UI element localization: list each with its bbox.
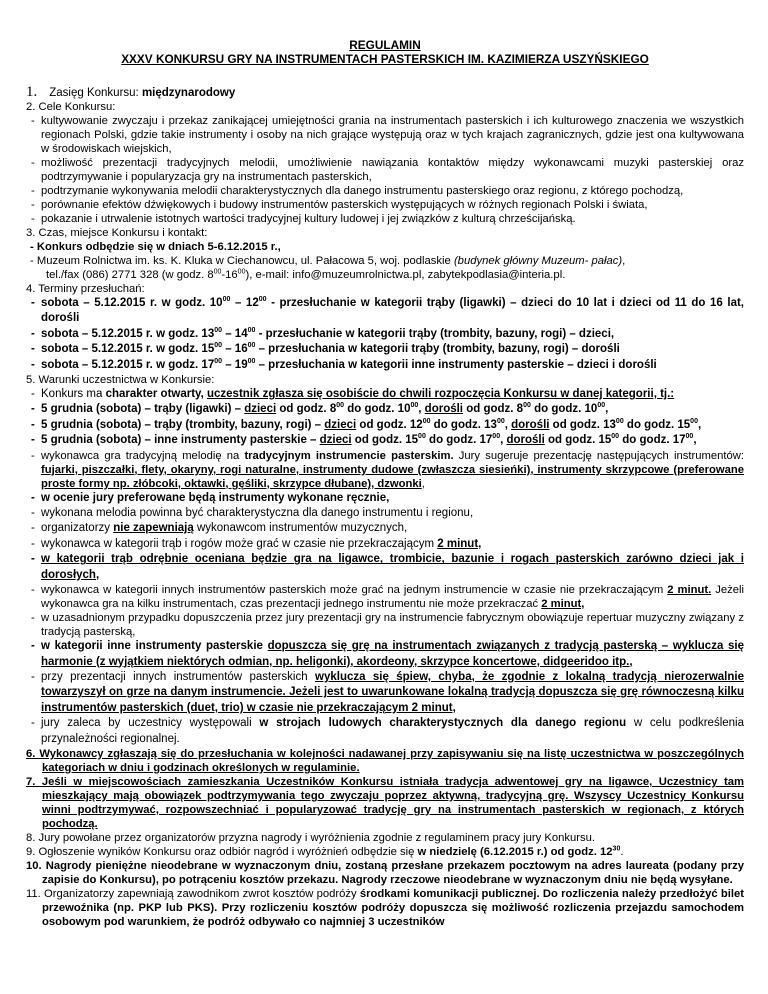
list-item: - wykonana melodia powinna być charakterystyczna dla danego instrumentu i regionu, (26, 506, 744, 521)
section-2-list (26, 114, 744, 226)
list-item: - sobota – 5.12.2015 r. w godz. $17^{00} - 19^{00}$ – przesłuchania w kategorii inne instrumenty pasterskie – dzieci i dorośli (26, 358, 744, 373)
section-5-list (26, 387, 744, 747)
contact-sup: 00 (213, 268, 222, 276)
contact-text: tel./fax (086) 2771 328 (w godz. 8 (46, 269, 214, 281)
section-10: 10. Nagrody pieniężne nieodebrane w wyznaczonym dniu, zostaną przesłane przekazem pocztowym na adres laureata (podany przy zapisie do Konkursu), po potrąceniu kosztów przekazu. Nagrody rzeczowe nieodebrane w wyznaczonym dniu nie będą wysyłane. (26, 859, 744, 886)
document-subtitle: XXXV KONKURSU GRY NA INSTRUMENTACH PASTERSKICH IM. KAZIMIERZA USZYŃSKIEGO (121, 52, 649, 66)
regulations-document (26, 38, 744, 929)
list-item: - w kategorii trąb odrębnie oceniana będzie gra na ligawce, trombicie, bazunie i rogach pasterskich zarówno dzieci jak i dorosłych, (26, 552, 744, 583)
list-item: - w ocenie jury preferowane będą instrumenty wykonane ręcznie, (26, 491, 744, 506)
section-4-list (26, 296, 744, 373)
contact-sup: 00 (237, 268, 246, 276)
section-1 (26, 85, 744, 100)
list-item: - w uzasadnionym przypadku dopuszczenia przez jury prezentacji gry na instrumencie fabrycznym obowiązuje repertuar muzyczny związany z tradycją pasterską, (26, 611, 744, 639)
section-2-heading: 2. Cele Konkursu: (26, 101, 116, 113)
list-item: - Konkurs ma charakter otwarty, uczestnik zgłasza się osobiście do chwili rozpoczęcia Konkursu w danej kategorii, tj.: (26, 387, 744, 402)
section-1-number: 1. (26, 84, 38, 100)
list-item: - jury zaleca by uczestnicy występowali w strojach ludowych charakterystycznych dla danego regionu w celu podkreślenia przynależności regionalnej. (26, 716, 744, 747)
list-item: - w kategorii inne instrumenty pasterskie dopuszcza się grę na instrumentach związanych z tradycją pasterską – wyklucza się harmonie (z wyjątkiem niektórych odmian, np. heligonki), akordeony, skrzypce koncertowe, didgeeridoo itp., (26, 639, 744, 670)
section-3-museum (26, 254, 744, 268)
section-1-label: Zasięg Konkursu: (49, 87, 142, 99)
contact-text: ), e-mail: info@muzeumrolnictwa.pl, zabytekpodlasia@interia.pl. (245, 269, 566, 281)
list-item: - organizatorzy nie zapewniają wykonawcom instrumentów muzycznych, (26, 521, 744, 536)
list-item: - 5 grudnia (sobota) – inne instrumenty pasterskie – dzieci od godz. $15^{00}$ do godz. $17^{00}$, dorośli od godz. $15^{00}$ do godz. $17^{00}$, (26, 433, 744, 448)
list-item: - sobota – 5.12.2015 r. w godz. $10^{00} - 12^{00}$ - przesłuchanie w kategorii trąby (ligawki) – dzieci do 10 lat i dzieci od 11 do 16 lat, dorośli (26, 296, 744, 327)
museum-end: , (622, 255, 626, 267)
list-item: - przy prezentacji innych instrumentów pasterskich wyklucza się śpiew, chyba, że zgodnie z lokalną tradycją nierozerwalnie towarzyszył on grze na danym instrumencie. Jeżeli jest to uwarunkowane lokalną tradycją dopuszcza się grę równoczesną kilku instrumentów pasterskich (duet, trio) w czasie nie przekraczającym 2 minut, (26, 670, 744, 716)
list-item: - 5 grudnia (sobota) – trąby (trombity, bazuny, rogi) – dzieci od godz. $12^{00}$ do godz. $13^{00}$, dorośli od godz. $13^{00}$ do godz. $15^{00}$, (26, 418, 744, 433)
museum-note: (budynek główny Muzeum- pałac) (453, 255, 623, 267)
section-11: 11. Organizatorzy zapewniają zawodnikom zwrot kosztów podróży środkami komunikacji publicznej. Do rozliczenia należy przedłożyć bilet przewoźnika (np. PKP lub PKS). Przy rozliczeniu kosztów podróży dopuszcza się możliwość rozliczenia przejazdu samochodem osobowym pod warunkiem, że podróż odbywało co najmniej 3 uczestników (26, 887, 744, 928)
section-7: 7. Jeśli w miejscowościach zamieszkania Uczestników Konkursu istniała tradycja adwentowej gry na ligawce, Uczestnicy tam mieszkający mają obowiązek podtrzymywania tego zwyczaju poprzez aktywną, tradycyjną grę. Wszyscy Uczestnicy Konkursu winni podtrzymywać, rozpowszechniać i popularyzować tradycję gry na instrumentach pasterskich w regionach, z których pochodzą. (26, 775, 744, 830)
section-1-value: międzynarodowy (141, 87, 236, 99)
list-item: - kultywowanie zwyczaju i przekaz zanikającej umiejętności grania na instrumentach pasterskich i ich kulturowego znaczenia we wszystkich regionach Polski, gdzie takie instrumenty i osoby na nich grające występują oraz w tych krajach zagranicznych, gdzie jest ona kultywowana w środowiskach wiejskich, (26, 114, 744, 156)
section-3-contact (26, 268, 744, 282)
list-item: - podtrzymanie wykonywania melodii charakterystycznych dla danego instrumentu pasterskiego oraz regionu, z którego pochodzą, (26, 184, 744, 198)
section-9: 9. Ogłoszenie wyników Konkursu oraz odbiór nagród i wyróżnień odbędzie się w niedzielę (6.12.2015 r.) od godz. $12^{30}$. (26, 845, 624, 858)
document-title: REGULAMIN (349, 38, 421, 52)
list-item: - możliwość prezentacji tradycyjnych melodii, umożliwienie nawiązania kontaktów między wykonawcami muzyki pasterskiej oraz podtrzymywanie i popularyzacja gry na instrumentach pasterskich, (26, 156, 744, 184)
list-item: - porównanie efektów dźwiękowych i budowy instrumentów pasterskich występujących w różnych regionach Polski i świata, (26, 198, 744, 212)
list-item: - wykonawca w kategorii innych instrumentów pasterskich może grać na jednym instrumencie w czasie nie przekraczającym 2 minut. Jeżeli wykonawca gra na kilku instrumentach, czas prezentacji jednego instrumentu nie może przekraczać 2 minut, (26, 583, 744, 611)
list-item: - wykonawca gra tradycyjną melodię na tradycyjnym instrumencie pasterskim. Jury sugeruje prezentację następujących instrumentów: fujarki, piszczałki, flety, okaryny, rogi naturalne, instrumenty dudowe (zwłaszcza siesieńki), instrumenty skrzypcowe (preferowane proste formy np. złóbcoki, oktawki, gęśliki, skrzypce dłubane), dzwonki, (26, 449, 744, 491)
list-item: - sobota – 5.12.2015 r. w godz. $15^{00} - 16^{00}$ – przesłuchania w kategorii trąby (trombity, bazuny, rogi) – dorośli (26, 342, 744, 357)
list-item: - pokazanie i utrwalenie istotnych wartości tradycyjnej kultury ludowej i jej związków z kulturą chrześcijańską. (26, 212, 744, 226)
section-6: 6. Wykonawcy zgłaszają się do przesłuchania w kolejności nadawanej przy zapisywaniu się na listę uczestnictwa w poszczególnych kategoriach w dniu i godzinach określonych w regulaminie. (26, 747, 744, 774)
list-item: - 5 grudnia (sobota) – trąby (ligawki) – dzieci od godz. $8^{00}$ do godz. $10^{00}$, dorośli od godz. $8^{00}$ do godz. $10^{00}$, (26, 402, 744, 417)
list-item: - wykonawca w kategorii trąb i rogów może grać w czasie nie przekraczającym 2 minut, (26, 537, 744, 552)
section-3-heading: 3. Czas, miejsce Konkursu i kontakt: (26, 227, 208, 239)
section-4-heading: 4. Terminy przesłuchań: (26, 283, 145, 295)
section-3-dates: - Konkurs odbędzie się w dniach 5-6.12.2015 r., (30, 241, 281, 253)
section-8: 8. Jury powołane przez organizatorów przyzna nagrody i wyróżnienia zgodnie z regulaminem pracy jury Konkursu. (26, 831, 596, 844)
museum-address: - Muzeum Rolnictwa im. ks. K. Kluka w Ciechanowcu, ul. Pałacowa 5, woj. podlaskie (30, 255, 454, 267)
section-5-heading: 5. Warunki uczestnictwa w Konkursie: (26, 374, 215, 387)
contact-text: -16 (221, 269, 238, 281)
list-item: - sobota – 5.12.2015 r. w godz. $13^{00} - 14^{00}$ - przesłuchanie w kategorii trąby (trombity, bazuny, rogi) – dzieci, (26, 327, 744, 342)
